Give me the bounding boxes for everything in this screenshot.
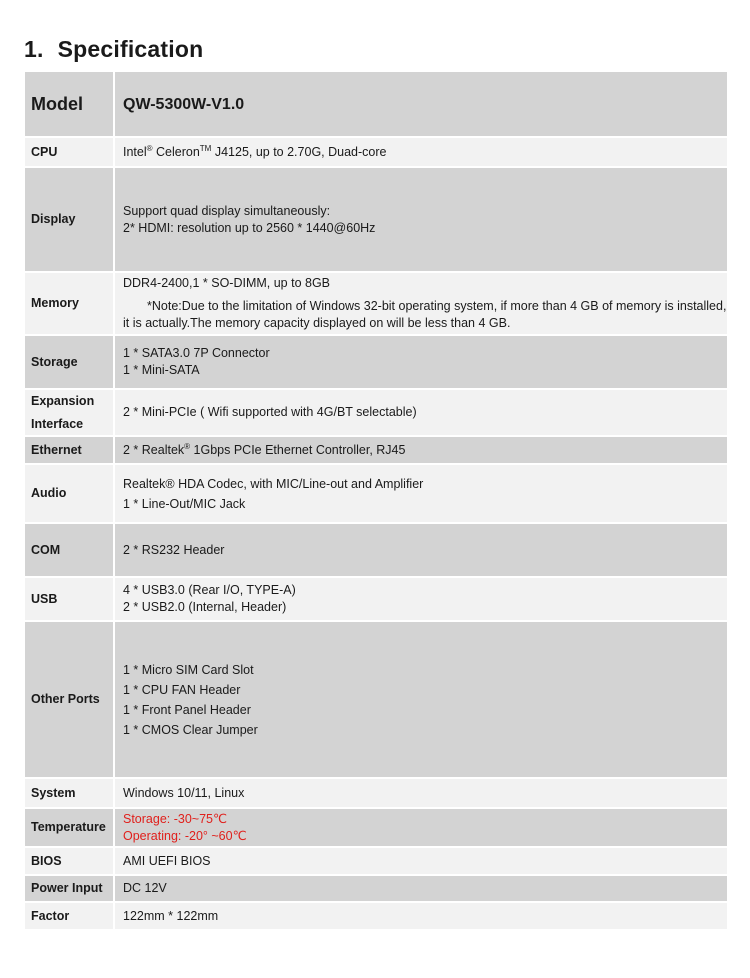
spec-value-expansion: 2 * Mini-PCIe ( Wifi supported with 4G/BT selectable): [115, 390, 727, 435]
spec-label-usb: USB: [25, 578, 113, 620]
spec-row-factor: [25, 903, 727, 929]
section-title: Specification: [57, 36, 204, 62]
spec-value-storage: 1 * SATA3.0 7P Connector 1 * Mini-SATA: [115, 336, 727, 388]
spec-label-other-ports: Other Ports: [25, 622, 113, 777]
spec-value-temperature: [115, 809, 727, 846]
spec-label-expansion: Expansion Interface: [25, 390, 113, 435]
spec-value-usb: 4 * USB3.0 (Rear I/O, TYPE-A) 2 * USB2.0 (Internal, Header): [115, 578, 727, 620]
specification-table: [25, 72, 727, 931]
spec-value-audio: Realtek® HDA Codec, with MIC/Line-out and Amplifier 1 * Line-Out/MIC Jack: [115, 465, 727, 522]
spec-value-system: Windows 10/11, Linux: [115, 779, 727, 807]
spec-row-usb: [25, 578, 727, 620]
spec-label-ethernet: Ethernet: [25, 437, 113, 463]
spec-label-com: COM: [25, 524, 113, 576]
spec-label-model: Model: [25, 72, 113, 136]
temperature-storage: Storage: -30~75℃: [123, 811, 228, 826]
spec-row-memory: [25, 273, 727, 334]
spec-value-cpu: Intel® Celeron™ J4125, up to 2.70G, Duad-core: [115, 138, 727, 166]
spec-row-expansion: [25, 390, 727, 435]
spec-value-ethernet: 2 * Realtek® 1Gbps PCIe Ethernet Controller, RJ45: [115, 437, 727, 463]
temperature-operating: Operating: -20° ~60℃: [123, 828, 247, 843]
spec-row-ethernet: [25, 437, 727, 463]
spec-value-model: QW-5300W-V1.0: [115, 72, 727, 136]
spec-row-audio: [25, 465, 727, 522]
spec-label-storage: Storage: [25, 336, 113, 388]
spec-label-cpu: CPU: [25, 138, 113, 166]
spec-row-storage: [25, 336, 727, 388]
spec-label-memory: Memory: [25, 273, 113, 334]
section-heading: [24, 36, 203, 63]
spec-row-cpu: [25, 138, 727, 166]
spec-label-audio: Audio: [25, 465, 113, 522]
section-number: 1.: [24, 36, 44, 62]
spec-label-factor: Factor: [25, 903, 113, 929]
spec-value-memory: DDR4-2400,1 * SO-DIMM, up to 8GB *Note:Due to the limitation of Windows 32-bit operating system, if more than 4 GB of memory is installed, it is actually.The memory capacity displayed on will be less than 4 GB.: [115, 273, 727, 334]
spec-row-temperature: [25, 809, 727, 846]
spec-row-system: [25, 779, 727, 807]
spec-value-power: DC 12V: [115, 876, 727, 901]
spec-row-display: [25, 168, 727, 271]
spec-value-factor: 122mm * 122mm: [115, 903, 727, 929]
spec-value-display: Support quad display simultaneously: 2* HDMI: resolution up to 2560 * 1440@60Hz: [115, 168, 727, 271]
spec-value-bios: AMI UEFI BIOS: [115, 848, 727, 874]
spec-row-bios: [25, 848, 727, 874]
spec-label-bios: BIOS: [25, 848, 113, 874]
spec-row-com: [25, 524, 727, 576]
spec-label-display: Display: [25, 168, 113, 271]
spec-row-power: [25, 876, 727, 901]
spec-row-other-ports: [25, 622, 727, 777]
spec-value-com: 2 * RS232 Header: [115, 524, 727, 576]
spec-label-power: Power Input: [25, 876, 113, 901]
spec-label-temperature: Temperature: [25, 809, 113, 846]
spec-label-system: System: [25, 779, 113, 807]
spec-row-model: [25, 72, 727, 136]
spec-value-other-ports: 1 * Micro SIM Card Slot 1 * CPU FAN Header 1 * Front Panel Header 1 * CMOS Clear Jumper: [115, 622, 727, 777]
